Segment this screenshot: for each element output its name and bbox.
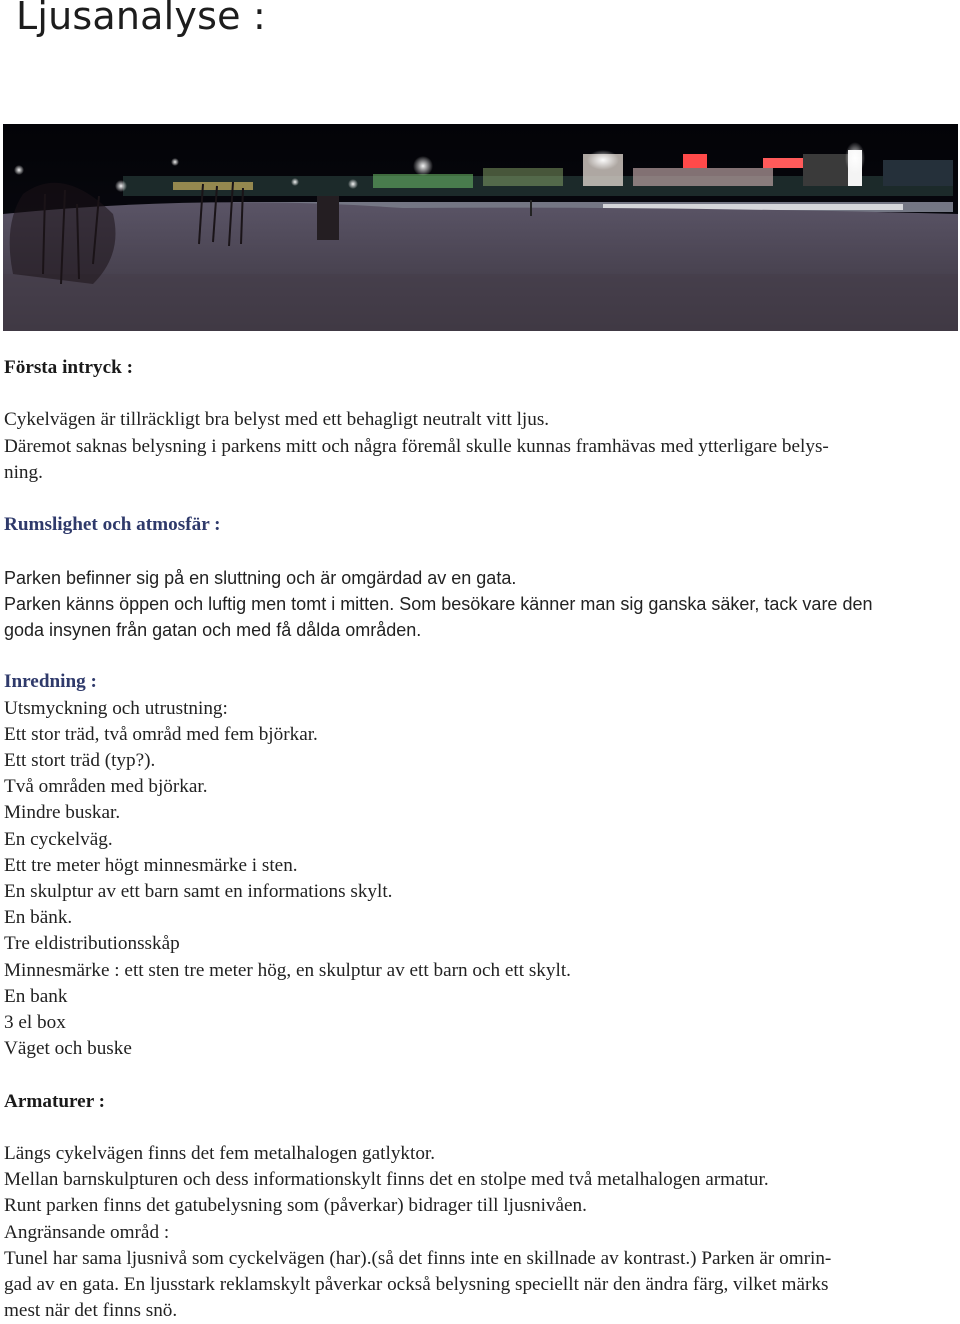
text-line: goda insynen från gatan och med få dålda områden.: [4, 619, 422, 640]
heading-fixtures: Armaturer :: [4, 1090, 106, 1112]
list-item: Ett tre meter högt minnesmärke i sten.: [4, 854, 298, 876]
heading-furnishing: Inredning :: [4, 671, 97, 693]
list-item: Två områden med björkar.: [4, 776, 208, 798]
text-line: Längs cykelvägen finns det fem metalhalogen gatlyktor.: [4, 1143, 436, 1164]
text-line: gad av en gata. En ljusstark reklamskylt påverkar också belysning speciellt när den ändra färg, vilket märks: [4, 1274, 829, 1296]
text-line: Parken befinner sig på en sluttning och är omgärdad av en gata.: [4, 567, 517, 588]
list-item: Tre eldistributionsskåp: [4, 933, 180, 955]
text-line: Tunel har sama ljusnivå som cyckelvägen (har).(så det finns inte en skillnade av kontrast.) Parken är omrin-: [4, 1247, 832, 1269]
night-park-panorama-image: [3, 124, 958, 331]
page-title: Ljusanalyse :: [16, 0, 266, 38]
list-item: En skulptur av ett barn samt en informations skylt.: [4, 881, 393, 902]
text-line: Cykelvägen är tillräckligt bra belyst med ett behagligt neutralt vitt ljus.: [4, 409, 550, 431]
heading-spatiality: Rumslighet och atmosfär :: [4, 514, 221, 536]
list-item: Minnesmärke : ett sten tre meter hög, en skulptur av ett barn och ett skylt.: [4, 959, 571, 981]
text-fragment: Som besökare känner man sig ganska säker, tack vare den: [394, 593, 873, 614]
text-line: [4, 591, 954, 617]
list-item: Utsmyckning och utrustning:: [4, 697, 228, 719]
list-item: En bänk.: [4, 907, 73, 929]
list-item: Mindre buskar.: [4, 802, 121, 824]
text-line: Mellan barnskulpturen och dess informationskylt finns det en stolpe med två metalhalogen armatur.: [4, 1169, 769, 1191]
list-item: En cyckelväg.: [4, 828, 113, 850]
heading-first-impression: Första intryck :: [4, 357, 133, 378]
list-item: En bank: [4, 985, 68, 1007]
list-item: Ett stort träd (typ?).: [4, 749, 156, 771]
text-line: Angränsande områd :: [4, 1221, 170, 1243]
list-item: Väget och buske: [4, 1038, 132, 1060]
text-fragment: Parken känns öppen och luftig men tomt i mitten.: [4, 593, 395, 614]
analysis-text: [4, 355, 954, 1324]
text-line: Däremot saknas belysning i parkens mitt och några föremål skulle kunnas framhävas med ytterligare belys-: [4, 435, 829, 457]
list-item: 3 el box: [4, 1012, 66, 1034]
text-line: Runt parken finns det gatubelysning som (påverkar) bidrager till ljusnivåen.: [4, 1195, 587, 1217]
text-line: ning.: [4, 461, 43, 483]
text-line: mest när det finns snö.: [4, 1300, 178, 1322]
list-item: Ett stor träd, två områd med fem björkar.: [4, 723, 318, 745]
